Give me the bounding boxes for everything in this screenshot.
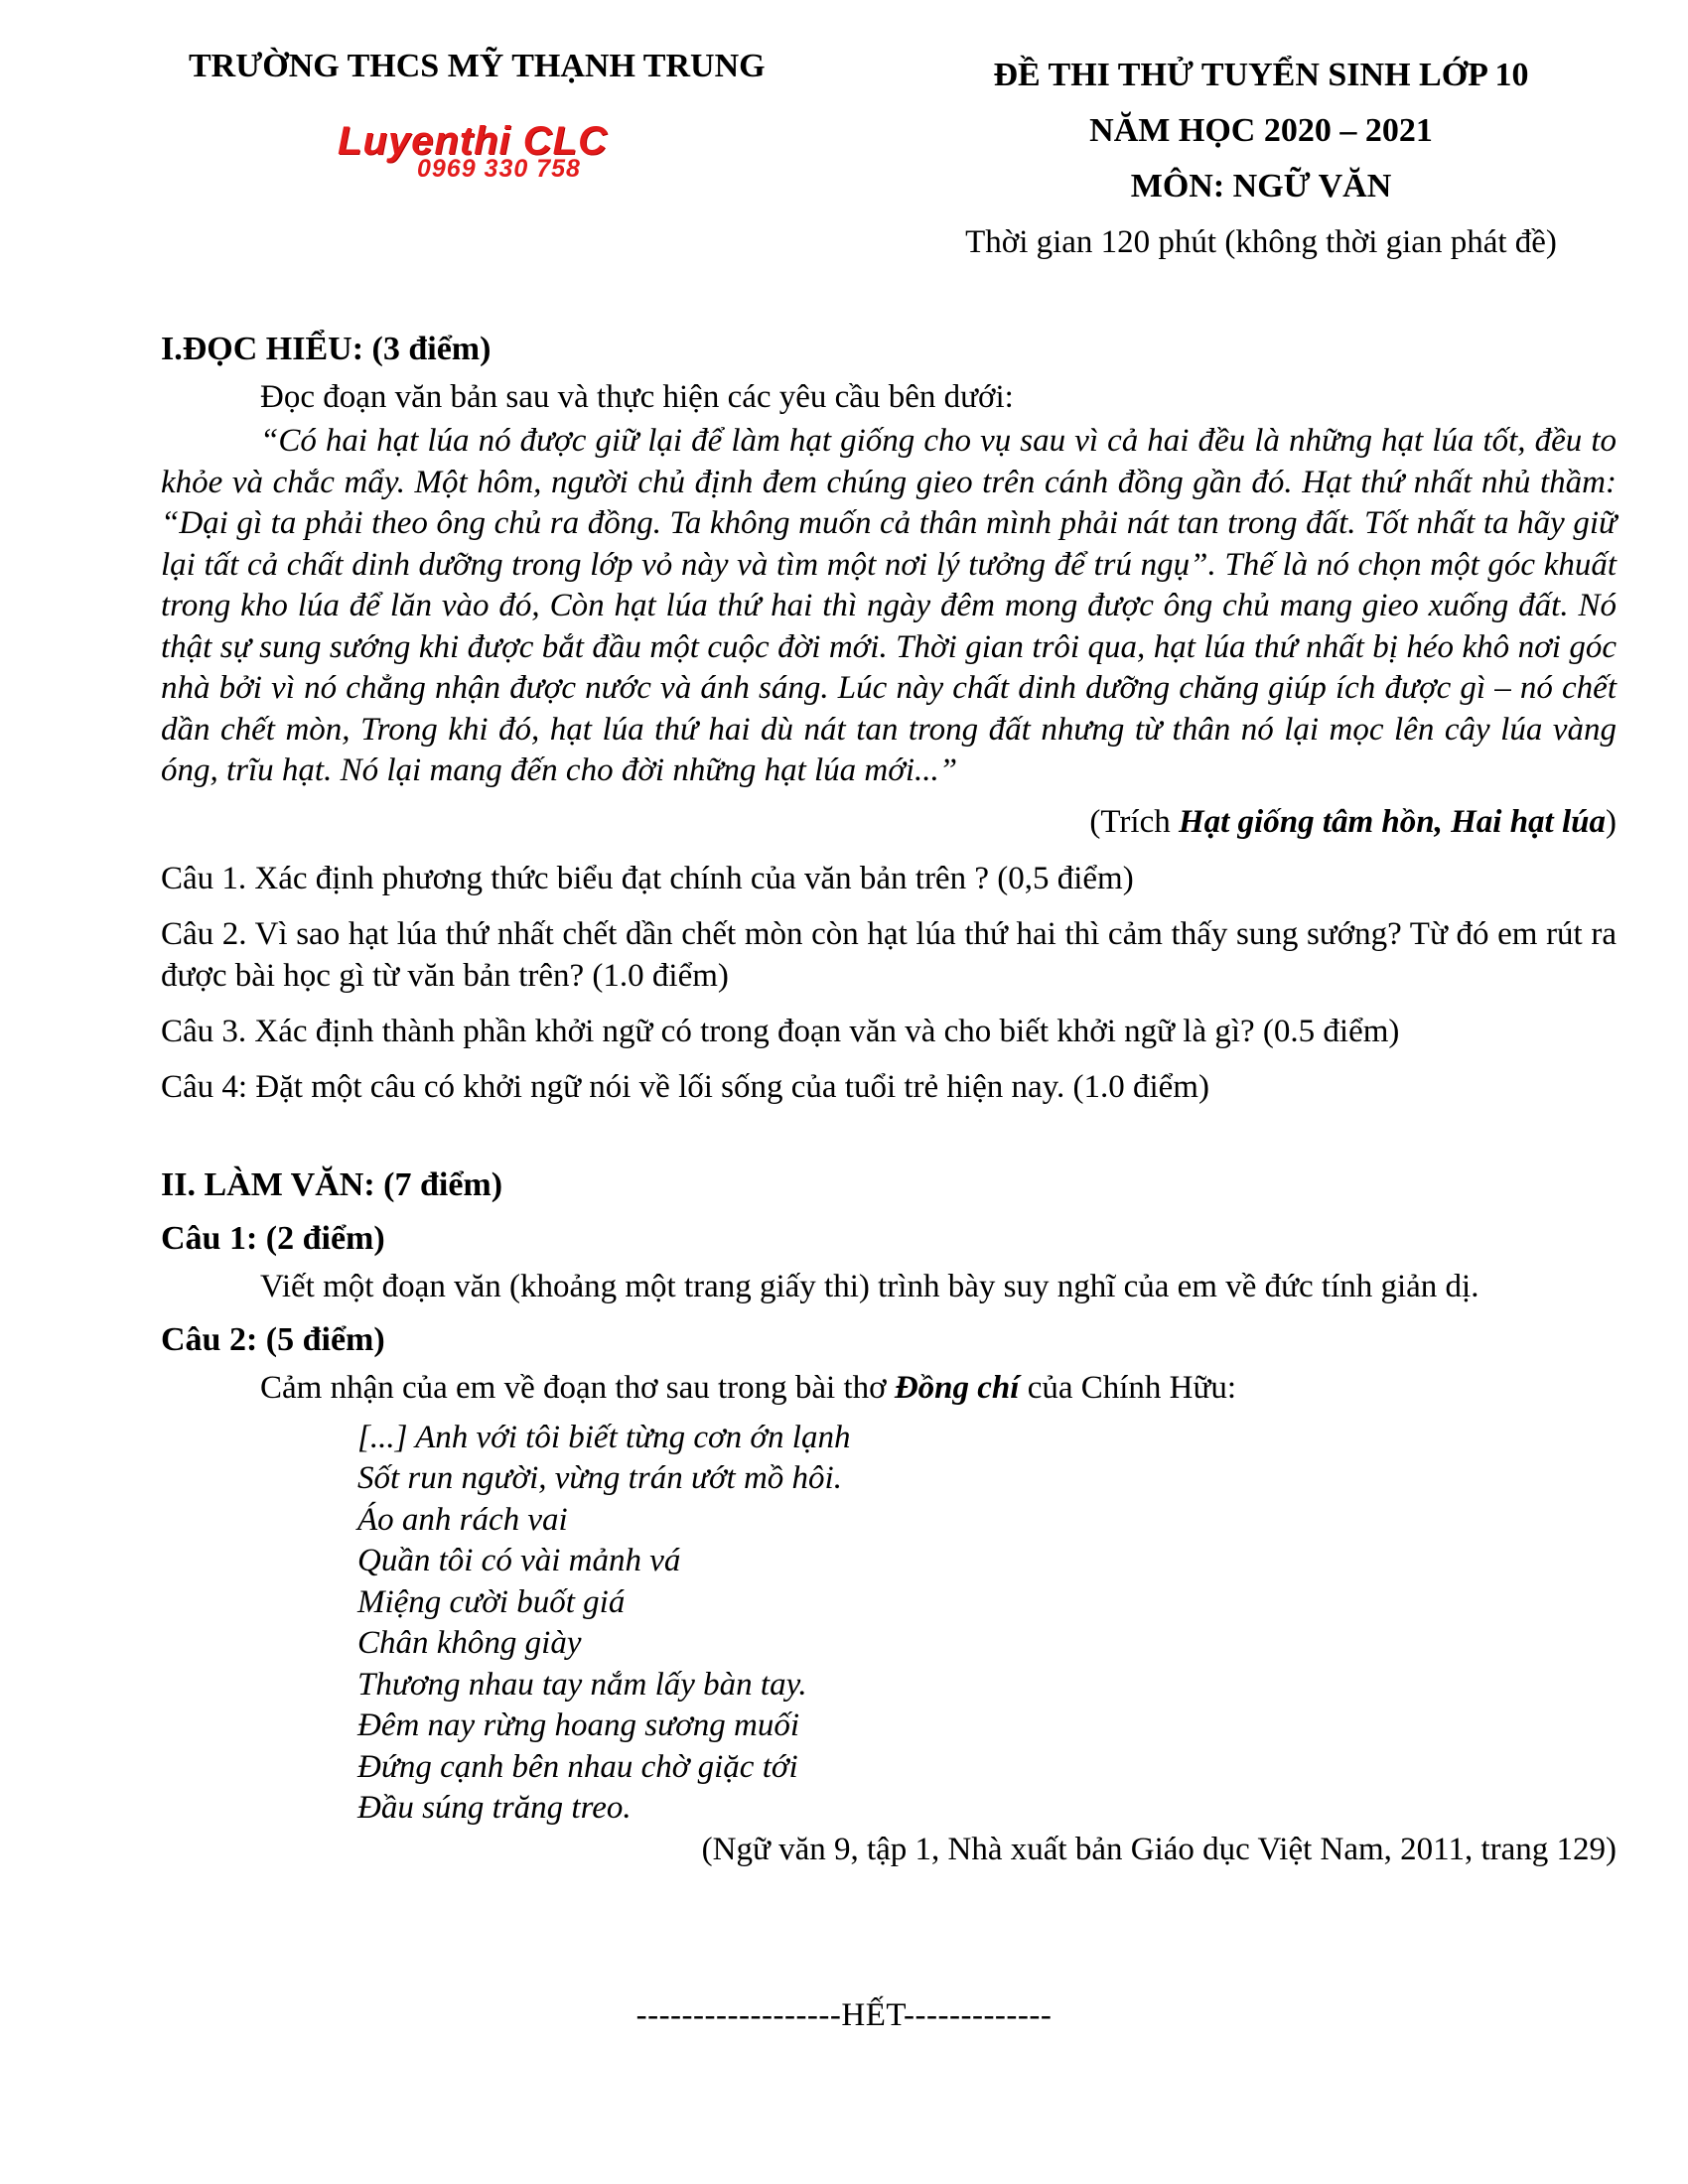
poem-line: Đêm nay rừng hoang sương muối (357, 1707, 800, 1743)
poem-line: Thương nhau tay nắm lấy bàn tay. (357, 1666, 807, 1703)
school-name: TRƯỜNG THCS MỸ THẠNH TRUNG (189, 48, 766, 84)
source-suffix: ) (1606, 803, 1617, 840)
reading-excerpt: “Có hai hạt lúa nó được giữ lại để làm hạt giống cho vụ sau vì cả hai đều là những hạt lúa tốt, đều to khỏe và chắc mẩy. Một hôm, người chủ định đem chúng gieo trên cánh đồng gần đó. Hạt thứ nhất nhủ thầm: “Dại gì ta phải theo ông chủ ra đồng. Ta không muốn cả thân mình phải nát tan trong đất. Tốt nhất ta hãy giữ lại tất cả chất dinh dưỡng trong lớp vỏ này và tìm một nơi lý tưởng để trú ngụ”. Thế là nó chọn một góc khuất trong kho lúa để lăn vào đó, Còn hạt lúa thứ hai thì ngày đêm mong được ông chủ mang gieo xuống đất. Nó thật sự sung sướng khi được bắt đầu một cuộc đời mới. Thời gian trôi qua, hạt lúa thứ nhất bị héo khô nơi góc nhà bởi vì nó chẳng nhận được nước và ánh sáng. Lúc này chất dinh dưỡng chăng giúp ích được gì – nó chết dần chết mòn, Trong khi đó, hạt lúa thứ hai dù nát tan trong đất nhưng từ thân nó lại mọc lên cây lúa vàng óng, trĩu hạt. Nó lại mang đến cho đời những hạt lúa mới...” (161, 423, 1617, 788)
logo-phone: 0969 330 758 (417, 155, 581, 183)
section1-instruction: Đọc đoạn văn bản sau và thực hiện các yêu cầu bên dưới: (260, 379, 1014, 415)
poem-line: [...] Anh với tôi biết từng cơn ớn lạnh (357, 1419, 851, 1455)
q2-suffix: của Chính Hữu: (1019, 1369, 1237, 1406)
question-4: Câu 4: Đặt một câu có khởi ngữ nói về lối sống của tuổi trẻ hiện nay. (1.0 điểm) (161, 1068, 1209, 1105)
header-right (874, 48, 1648, 270)
exam-time: Thời gian 120 phút (không thời gian phát đề) (965, 224, 1557, 260)
poem-source: (Ngữ văn 9, tập 1, Nhà xuất bản Giáo dục Việt Nam, 2011, trang 129) (701, 1831, 1617, 1867)
end-marker: ------------------HẾT------------- (635, 1997, 1053, 2033)
essay-q1-title: Câu 1: (2 điểm) (161, 1219, 385, 1257)
subject: MÔN: NGỮ VĂN (1130, 168, 1392, 205)
section1-title: I.ĐỌC HIỂU: (3 điểm) (161, 331, 492, 367)
excerpt-source (161, 800, 1617, 844)
essay-q2-title: Câu 2: (5 điểm) (161, 1320, 385, 1358)
question-2: Câu 2. Vì sao hạt lúa thứ nhất chết dần chết mòn còn hạt lúa thứ hai thì cảm thấy sung sướng? Từ đó em rút ra được bài học gì từ văn bản trên? (1.0 điểm) (161, 915, 1617, 994)
header-left (189, 48, 804, 182)
poem-title: Đồng chí (894, 1369, 1020, 1406)
exam-content (161, 328, 1617, 1869)
poem-line: Miệng cười buốt giá (357, 1583, 626, 1620)
poem-line: Đứng cạnh bên nhau chờ giặc tới (357, 1748, 798, 1785)
source-prefix: (Trích (1089, 803, 1179, 840)
logo-name: Luyenthi CLC (338, 119, 608, 163)
poem (357, 1418, 1617, 1830)
essay-q1-text: Viết một đoạn văn (khoảng một trang giấy thi) trình bày suy nghĩ của em về đức tính giản dị. (260, 1268, 1479, 1304)
question-3: Câu 3. Xác định thành phần khởi ngữ có trong đoạn văn và cho biết khởi ngữ là gì? (0.5 điểm) (161, 1013, 1400, 1049)
essay-q2-text (161, 1366, 1617, 1410)
brand-logo (338, 121, 645, 182)
school-year: NĂM HỌC 2020 – 2021 (1089, 112, 1433, 149)
question-1: Câu 1. Xác định phương thức biểu đạt chính của văn bản trên ? (0,5 điểm) (161, 860, 1134, 896)
poem-line: Sốt run người, vừng trán ướt mồ hôi. (357, 1460, 842, 1496)
exam-title: ĐỀ THI THỬ TUYỂN SINH LỚP 10 (993, 57, 1529, 93)
source-title: Hạt giống tâm hồn, Hai hạt lúa (1178, 803, 1606, 840)
section2-title: II. LÀM VĂN: (7 điểm) (161, 1165, 503, 1203)
poem-line: Quần tôi có vài mảnh vá (357, 1543, 681, 1578)
poem-line: Áo anh rách vai (357, 1501, 568, 1538)
poem-line: Chân không giày (357, 1625, 582, 1661)
q2-prefix: Cảm nhận của em về đoạn thơ sau trong bài thơ (260, 1369, 895, 1406)
poem-line: Đầu súng trăng treo. (357, 1790, 632, 1826)
